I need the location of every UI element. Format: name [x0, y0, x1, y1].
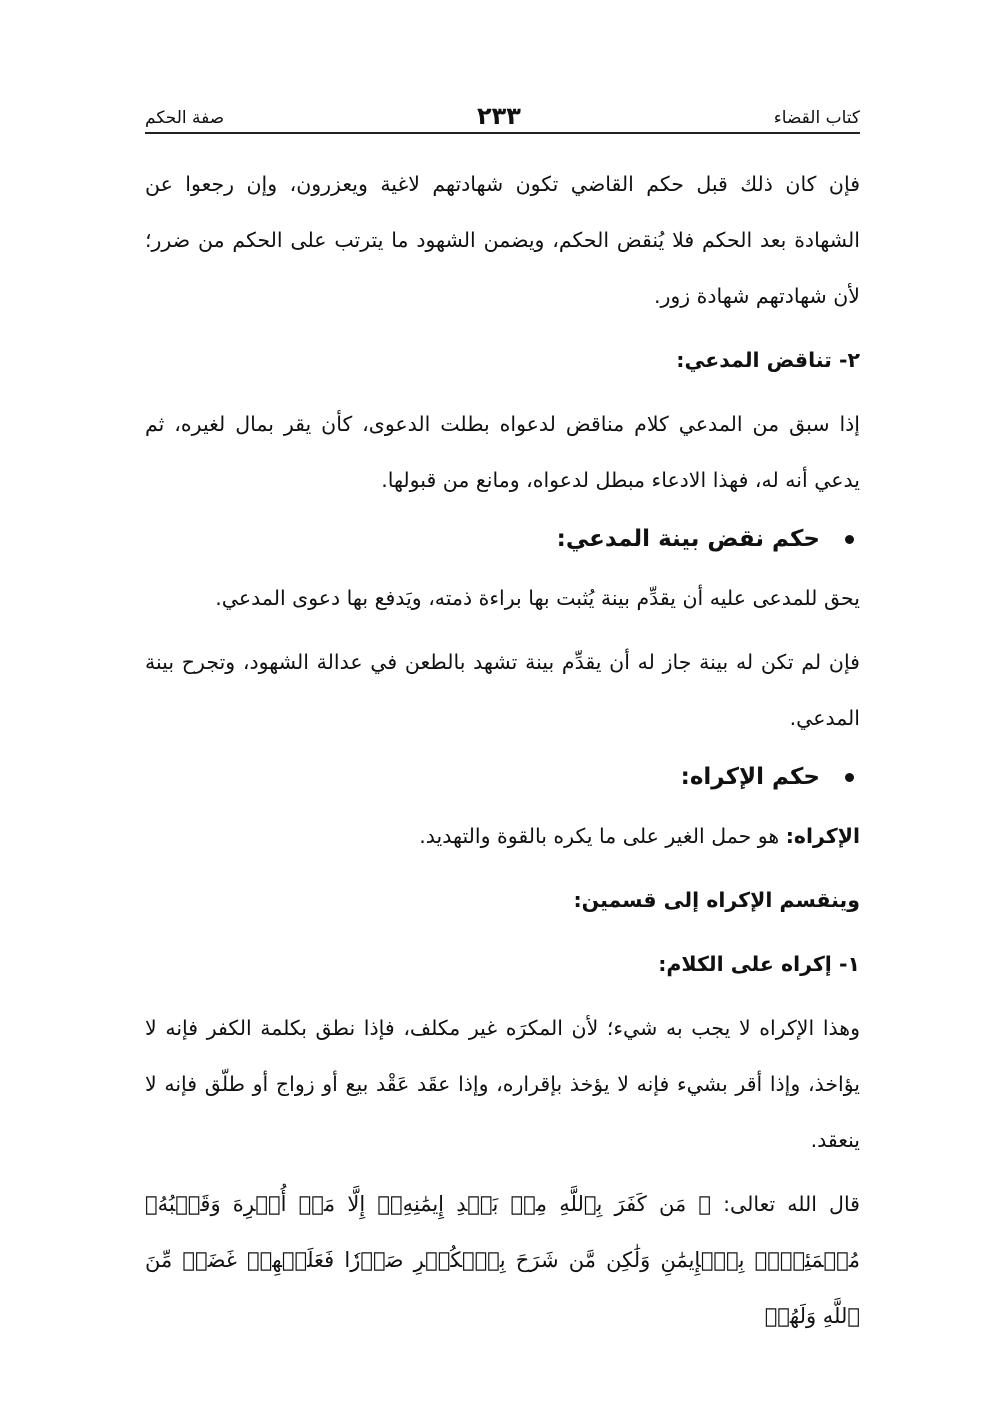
quran-verse: ﴿ مَن كَفَرَ بِٱللَّهِ مِنۢ بَعۡدِ إِيمَٰنِهِۦٓ إِلَّا مَنۡ أُكۡرِهَ وَقَلۡبُهُۥ مُطۡمَئِنُّۢ بِٱلۡإِيمَٰنِ وَلَٰكِن مَّن شَرَحَ بِٱلۡكُفۡرِ صَدۡرٗا فَعَلَيۡهِمۡ غَضَبٞ مِّنَ ٱللَّهِ وَلَهُمۡ — [145, 1192, 860, 1328]
bullet-icon — [845, 535, 854, 544]
bullet-icon — [845, 773, 854, 782]
running-header — [145, 98, 860, 134]
page-number: ٢٣٣ — [476, 102, 521, 130]
bullet-heading-label: حكم الإكراه: — [680, 764, 820, 790]
quote-intro: قال الله تعالى: — [711, 1192, 860, 1216]
definition-paragraph — [145, 808, 860, 864]
paragraph: فإن كان ذلك قبل حكم القاضي تكون شهادتهم لاغية ويعزرون، وإن رجعوا عن الشهادة بعد الحكم فلا يُنقض الحكم، ويضمن الشهود ما يترتب على الحكم من ضرر؛ لأن شهادتهم شهادة زور. — [145, 172, 860, 308]
numbered-heading: ١- إكراه على الكلام: — [658, 952, 860, 976]
definition-text: هو حمل الغير على ما يكره بالقوة والتهديد. — [419, 824, 786, 848]
header-section-title: صفة الحكم — [145, 108, 225, 128]
paragraph: إذا سبق من المدعي كلام مناقض لدعواه بطلت الدعوى، كأن يقر بمال لغيره، ثم يدعي أنه له، فهذا الادعاء مبطل لدعواه، ومانع من قبولها. — [145, 412, 860, 492]
paragraph: فإن لم تكن له بينة جاز له أن يقدِّم بينة تشهد بالطعن في عدالة الشهود، وتجرح بينة المدعي. — [145, 650, 860, 730]
bullet-heading-label: حكم نقض بينة المدعي: — [556, 526, 820, 552]
header-book-title: كتاب القضاء — [773, 108, 860, 128]
paragraph: وهذا الإكراه لا يجب به شيء؛ لأن المكرَه غير مكلف، فإذا نطق بكلمة الكفر فإنه لا يؤاخذ، وإذا أقر بشيء فإنه لا يؤخذ بإقراره، وإذا عقَد عَقْد بيع أو زواج أو طلّق فإنه لا ينعقد. — [145, 1016, 860, 1152]
bullet-heading — [145, 508, 860, 570]
definition-term: الإكراه: — [785, 824, 860, 848]
paragraph: يحق للمدعى عليه أن يقدِّم بينة يُثبت بها براءة ذمته، ويَدفع بها دعوى المدعي. — [215, 586, 860, 610]
body-text — [145, 156, 860, 1344]
document-page — [145, 98, 860, 1344]
bullet-heading — [145, 746, 860, 808]
quran-paragraph — [145, 1176, 860, 1344]
numbered-heading: ٢- تناقض المدعي: — [676, 348, 860, 372]
subheading: وينقسم الإكراه إلى قسمين: — [573, 888, 860, 912]
